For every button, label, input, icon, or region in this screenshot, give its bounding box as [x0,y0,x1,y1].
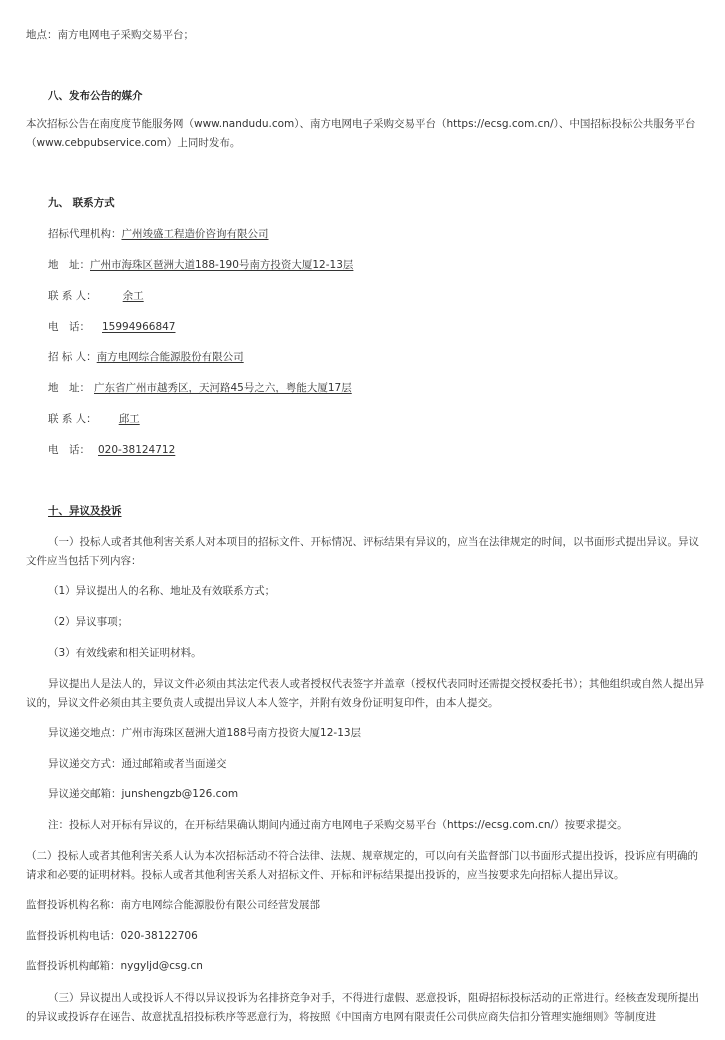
tenderer-label: 招 标 人： [48,351,97,363]
opening-note: 注：投标人对开标有异议的，在开标结果确认期间内通过南方电网电子采购交易平台（https://ecsg.com.cn/）按要求提交。 [48,819,628,831]
agency-value: 广州竣盛工程造价咨询有限公司 [121,228,269,240]
section-8-text: 本次招标公告在南度度节能服务网（www.nandudu.com）、南方电网电子采购交易平台（https://ecsg.com.cn/）、中国招标投标公共服务平台（www.cebpubservice.com）上同时发布。 [26,118,696,149]
supervisor-phone: 监督投诉机构电话：020-38122706 [26,930,198,942]
agency-label: 招标代理机构： [48,228,122,240]
agency-contact-value: 余工 [122,290,144,302]
supervisor-name: 监督投诉机构名称：南方电网综合能源股份有限公司经营发展部 [26,899,320,911]
agency-address-row [48,257,705,274]
complaint-paragraph: （二）投标人或者其他利害关系人认为本次招标活动不符合法律、法规、规章规定的，可以向有关监督部门以书面形式提出投诉，投诉应有明确的请求和必要的证明材料。投标人或者其他利害关系人对招标文件、开标和评标结果提出投诉的，应当按要求先向招标人提出异议。 [26,850,698,881]
supervisor-email: 监督投诉机构邮箱：nygyljd@csg.cn [26,960,203,972]
section-10-heading: 十、异议及投诉 [48,505,122,517]
submit-address: 异议递交地点：广州市海珠区琶洲大道188号南方投资大厦12-13层 [48,727,362,739]
section-8-heading: 八、发布公告的媒介 [48,90,143,102]
tenderer-phone-value: 020-38124712 [98,444,176,456]
submit-method: 异议递交方式：通过邮箱或者当面递交 [48,758,227,770]
tenderer-address-label: 地 址： [48,382,90,394]
agency-address-label: 地 址： [48,259,90,271]
tenderer-contact-row [48,411,705,428]
tenderer-phone-label: 电 话： [48,444,90,456]
malicious-complaint-paragraph: （三）异议提出人或投诉人不得以异议投诉为名排挤竞争对手，不得进行虚假、恶意投诉，阻碍招标投标活动的正常进行。经核查发现所提出的异议或投诉存在诬告、故意扰乱招投标秩序等恶意行为，将按照《中国南方电网有限责任公司供应商失信扣分管理实施细则》等制度进 [26,992,699,1023]
objection-paragraph-2: 异议提出人是法人的，异议文件必须由其法定代表人或者授权代表签字并盖章（授权代表同时还需提交授权委托书）；其他组织或自然人提出异议的，异议文件必须由其主要负责人或提出异议人本人签字，并附有效身份证明复印件，由本人提交。 [26,678,705,709]
tenderer-contact-value: 邱工 [118,413,140,425]
agency-phone-row [48,319,705,336]
section-9-heading: 九、 联系方式 [48,197,115,209]
agency-contact-label: 联 系 人： [48,290,97,302]
location-line: 地点：南方电网电子采购交易平台； [26,29,194,41]
submit-email: 异议递交邮箱：junshengzb@126.com [48,788,239,800]
agency-phone-value: 15994966847 [102,321,176,333]
tenderer-address-value: 广东省广州市越秀区，天河路45号之六，粤能大厦17层 [94,382,352,394]
tenderer-row [48,349,705,366]
objection-item-3: （3）有效线索和相关证明材料。 [48,647,202,659]
tenderer-address-row [48,380,705,397]
agency-phone-label: 电 话： [48,321,90,333]
objection-paragraph-1: （一）投标人或者其他利害关系人对本项目的招标文件、开标情况、评标结果有异议的，应当在法律规定的时间，以书面形式提出异议。异议文件应当包括下列内容： [26,536,699,567]
tenderer-value: 南方电网综合能源股份有限公司 [96,351,244,363]
objection-item-2: （2）异议事项； [48,616,129,628]
tenderer-contact-label: 联 系 人： [48,413,97,425]
agency-contact-row [48,288,705,305]
agency-address-value: 广州市海珠区琶洲大道188-190号南方投资大厦12-13层 [90,259,354,271]
objection-item-1: （1）异议提出人的名称、地址及有效联系方式； [48,585,276,597]
tenderer-phone-row [48,442,705,459]
agency-row [48,226,705,243]
